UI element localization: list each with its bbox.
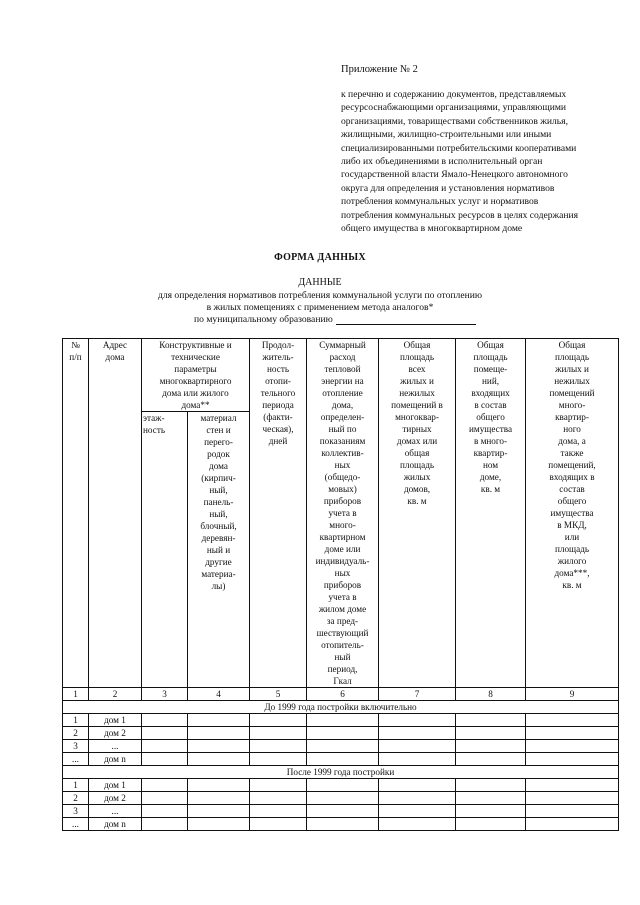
intro-line: общего имущества в многоквартирном доме — [341, 223, 523, 235]
empty-cell[interactable] — [250, 792, 307, 805]
header-line: ный по — [328, 424, 357, 434]
header-line: входящих в — [549, 472, 595, 482]
column-number: 9 — [526, 688, 619, 701]
empty-cell[interactable] — [379, 779, 456, 792]
empty-cell[interactable] — [188, 805, 250, 818]
header-line: ность — [267, 364, 290, 374]
header-line: Гкал — [333, 676, 352, 686]
empty-cell[interactable] — [379, 792, 456, 805]
header-line: (общедо- — [324, 472, 361, 482]
column-number: 3 — [142, 688, 188, 701]
empty-cell[interactable] — [307, 753, 379, 766]
intro-line: специализированными потребительскими кооперативами — [341, 142, 577, 154]
empty-cell[interactable] — [456, 714, 526, 727]
empty-cell[interactable] — [307, 818, 379, 831]
empty-cell[interactable] — [379, 727, 456, 740]
header-living-area — [526, 339, 619, 688]
header-line: жилого — [557, 556, 587, 566]
header-line: домах или — [396, 436, 438, 446]
intro-line: округа для определения и установления нормативов — [341, 182, 555, 194]
header-line: площадь — [399, 352, 435, 362]
section-header-row — [63, 701, 619, 714]
header-heat-consumption — [307, 339, 379, 688]
column-numbers-row — [63, 688, 619, 701]
empty-cell[interactable] — [379, 740, 456, 753]
header-line: дома — [105, 352, 125, 362]
column-number: 8 — [456, 688, 526, 701]
header-line: показаниям — [319, 436, 366, 446]
header-line: в состав — [474, 400, 507, 410]
header-line: другие — [205, 557, 232, 567]
header-line: лы) — [211, 581, 226, 591]
header-line: квартирном — [319, 532, 366, 542]
empty-cell[interactable] — [142, 740, 188, 753]
header-line: Конструктивные и — [159, 340, 232, 350]
intro-line: организациями, товариществами собственников жилья, — [341, 115, 568, 127]
header-line: ность — [143, 425, 166, 435]
empty-cell[interactable] — [307, 727, 379, 740]
table-row — [63, 792, 619, 805]
empty-cell[interactable] — [456, 805, 526, 818]
header-line: площадь — [473, 352, 508, 362]
section-title: До 1999 года постройки включительно — [63, 701, 619, 714]
header-line: приборов — [323, 580, 362, 590]
header-line: этаж- — [143, 413, 165, 423]
header-line: ный, — [209, 509, 228, 519]
section-header-row — [63, 766, 619, 779]
header-row-1 — [63, 339, 619, 412]
empty-cell[interactable] — [456, 792, 526, 805]
header-line: помещений, — [548, 460, 596, 470]
header-line: расход — [329, 352, 356, 362]
row-address: дом 1 — [89, 714, 142, 727]
column-number: 2 — [89, 688, 142, 701]
header-line: Адрес — [102, 340, 128, 350]
intro-line: к перечню и содержанию документов, представляемых — [341, 89, 567, 100]
appendix-number: Приложение № 2 — [341, 64, 418, 75]
header-line: квартир- — [473, 448, 508, 458]
header-line: или — [564, 532, 580, 542]
empty-cell[interactable] — [250, 714, 307, 727]
empty-cell[interactable] — [526, 779, 619, 792]
header-line: мовых) — [328, 484, 357, 494]
header-line: площадь — [554, 544, 590, 554]
empty-cell[interactable] — [307, 805, 379, 818]
form-title: ФОРМА ДАННЫХ — [274, 252, 366, 263]
header-line: отопи- — [265, 376, 291, 386]
header-line: технические — [171, 352, 220, 362]
intro-line: потребления коммунальных услуг и нормативов — [341, 196, 539, 208]
empty-cell[interactable] — [142, 779, 188, 792]
empty-cell[interactable] — [142, 805, 188, 818]
header-line: входящих — [471, 388, 510, 398]
row-number: 1 — [63, 714, 89, 727]
header-line: нежилых — [399, 388, 435, 398]
header-line: параметры — [174, 364, 217, 374]
empty-cell[interactable] — [456, 740, 526, 753]
header-line: общая — [404, 448, 430, 458]
intro-line: жилищными, жилищно-строительными или иными — [341, 129, 552, 141]
section-title: После 1999 года постройки — [63, 766, 619, 779]
header-line: помещений — [549, 388, 595, 398]
header-line: (факти- — [263, 412, 293, 422]
header-line: помещений в — [391, 400, 443, 410]
empty-cell[interactable] — [379, 753, 456, 766]
empty-cell[interactable] — [456, 727, 526, 740]
empty-cell[interactable] — [307, 714, 379, 727]
empty-cell[interactable] — [526, 805, 619, 818]
header-line: индивидуаль- — [315, 556, 370, 566]
header-line: период, — [327, 664, 358, 674]
empty-cell[interactable] — [456, 753, 526, 766]
empty-cell[interactable] — [142, 714, 188, 727]
empty-cell[interactable] — [188, 818, 250, 831]
empty-cell[interactable] — [188, 753, 250, 766]
table-row — [63, 753, 619, 766]
header-line: помеще- — [473, 364, 508, 374]
header-common-area — [456, 339, 526, 688]
header-wall-material — [188, 412, 250, 688]
appendix-description — [341, 88, 613, 235]
header-line: общего — [476, 412, 505, 422]
header-line: многоквар- — [395, 412, 439, 422]
header-line: дома — [209, 461, 228, 471]
header-line: учета в — [328, 508, 357, 518]
row-address: ... — [89, 740, 142, 753]
empty-cell[interactable] — [250, 805, 307, 818]
empty-cell[interactable] — [142, 727, 188, 740]
header-line: шествующий — [316, 628, 369, 638]
header-line: квартир- — [555, 412, 589, 422]
header-line: жилых и — [555, 364, 589, 374]
empty-cell[interactable] — [250, 740, 307, 753]
header-line: определен- — [320, 412, 365, 422]
header-line: отопление — [322, 388, 363, 398]
empty-cell[interactable] — [526, 818, 619, 831]
empty-cell[interactable] — [307, 740, 379, 753]
header-line: доме, — [479, 472, 502, 482]
municipality-line — [194, 314, 476, 325]
header-line: коллектив- — [321, 448, 364, 458]
header-line: в МКД, — [557, 520, 587, 530]
header-line: энергии на — [321, 376, 364, 386]
empty-cell[interactable] — [379, 818, 456, 831]
empty-cell[interactable] — [379, 805, 456, 818]
header-line: имущества — [468, 424, 513, 434]
header-line: ный — [334, 652, 351, 662]
header-line: ных — [334, 460, 351, 470]
header-line: кв. м — [562, 580, 582, 590]
subtitle-line: для определения нормативов потребления коммунальной услуги по отоплению — [157, 290, 483, 301]
header-line: в много- — [473, 436, 508, 446]
header-line: ческая), — [262, 424, 294, 434]
municipality-blank-field[interactable] — [336, 314, 476, 325]
empty-cell[interactable] — [526, 792, 619, 805]
header-line: жилых и — [400, 376, 434, 386]
table-row — [63, 740, 619, 753]
row-number: 3 — [63, 740, 89, 753]
empty-cell[interactable] — [526, 727, 619, 740]
header-line: учета в — [328, 592, 357, 602]
row-number: 3 — [63, 805, 89, 818]
intro-line: государственной власти Ямало-Ненецкого автономного — [341, 169, 568, 181]
subtitle-line: в жилых помещениях с применением метода аналогов* — [206, 302, 434, 314]
header-line: деревян- — [201, 533, 236, 543]
header-line: тирных — [402, 424, 432, 434]
header-line: ный, — [209, 485, 228, 495]
table-row — [63, 714, 619, 727]
header-line: жилых — [403, 472, 431, 482]
table-row — [63, 779, 619, 792]
row-address: дом 2 — [89, 792, 142, 805]
header-line: ном — [482, 460, 499, 470]
header-line: Общая — [403, 340, 431, 350]
row-address: дом 2 — [89, 727, 142, 740]
header-line: кв. м — [407, 496, 427, 506]
header-line: (кирпич- — [201, 473, 236, 483]
intro-line: потребления коммунальных ресурсов в целях содержания — [341, 209, 579, 221]
header-line: площадь — [399, 460, 435, 470]
header-line: ний, — [481, 376, 500, 386]
empty-cell[interactable] — [526, 740, 619, 753]
empty-cell[interactable] — [307, 792, 379, 805]
empty-cell[interactable] — [142, 792, 188, 805]
column-number: 4 — [188, 688, 250, 701]
header-line: стен и — [206, 425, 231, 435]
header-line: нежилых — [554, 376, 590, 386]
header-line: ный и — [206, 545, 231, 555]
data-subtitle — [0, 290, 640, 314]
header-line: многоквартирного — [159, 376, 232, 386]
data-title: ДАННЫЕ — [298, 277, 342, 288]
header-line: № — [71, 340, 80, 350]
intro-line: либо их объединениями в исполнительный орган — [341, 156, 543, 168]
header-line: Общая — [558, 340, 586, 350]
empty-cell[interactable] — [142, 753, 188, 766]
header-line: дома***, — [554, 568, 590, 578]
header-line: общего — [557, 496, 587, 506]
header-line: тельного — [260, 388, 296, 398]
empty-cell[interactable] — [456, 818, 526, 831]
table-row — [63, 805, 619, 818]
header-line: Продол- — [261, 340, 295, 350]
header-line: дома, а — [558, 436, 586, 446]
header-line: материал — [200, 413, 237, 423]
column-number: 1 — [63, 688, 89, 701]
header-line: ного — [563, 424, 581, 434]
header-line: ных — [334, 568, 351, 578]
header-address — [89, 339, 142, 688]
empty-cell[interactable] — [250, 779, 307, 792]
header-line: дней — [268, 436, 288, 446]
header-line: дома, — [331, 400, 354, 410]
header-line: Суммарный — [319, 340, 366, 350]
empty-cell[interactable] — [526, 714, 619, 727]
header-line: Общая — [477, 340, 504, 350]
row-number: ... — [63, 818, 89, 831]
header-line: материа- — [201, 569, 236, 579]
header-total-area — [379, 339, 456, 688]
header-line: житель- — [262, 352, 294, 362]
row-address: дом n — [89, 753, 142, 766]
header-line: также — [560, 448, 584, 458]
row-address: ... — [89, 805, 142, 818]
header-line: блочный, — [200, 521, 237, 531]
header-line: всех — [408, 364, 426, 374]
header-heating-period — [250, 339, 307, 688]
row-address: дом n — [89, 818, 142, 831]
header-line: п/п — [69, 352, 82, 362]
empty-cell[interactable] — [250, 818, 307, 831]
empty-cell[interactable] — [188, 740, 250, 753]
empty-cell[interactable] — [456, 779, 526, 792]
table-row — [63, 727, 619, 740]
header-line: доме или — [324, 544, 361, 554]
intro-line: ресурсоснабжающими организациями, управляющими — [341, 102, 567, 114]
empty-cell[interactable] — [142, 818, 188, 831]
header-line: приборов — [323, 496, 362, 506]
column-number: 5 — [250, 688, 307, 701]
header-line: тепловой — [324, 364, 361, 374]
row-number: 1 — [63, 779, 89, 792]
data-form-table — [62, 338, 619, 831]
row-number: ... — [63, 753, 89, 766]
header-line: периода — [262, 400, 294, 410]
header-line: дома или жилого — [162, 388, 229, 398]
empty-cell[interactable] — [188, 714, 250, 727]
column-number: 6 — [307, 688, 379, 701]
header-line: имущества — [550, 508, 594, 518]
empty-cell[interactable] — [307, 779, 379, 792]
header-line: отопитель- — [321, 640, 364, 650]
header-line: перего- — [204, 437, 233, 447]
header-line: родок — [207, 449, 230, 459]
table-row — [63, 818, 619, 831]
header-line: за пред- — [326, 616, 359, 626]
header-line: много- — [558, 400, 586, 410]
header-construction-params — [142, 339, 250, 412]
header-line: много- — [329, 520, 356, 530]
header-line: площадь — [554, 352, 590, 362]
row-address: дом 1 — [89, 779, 142, 792]
row-number: 2 — [63, 792, 89, 805]
column-number: 7 — [379, 688, 456, 701]
header-floors — [142, 412, 188, 688]
municipality-label: по муниципальному образованию — [194, 314, 333, 325]
header-line: дома** — [181, 400, 210, 410]
header-line: состав — [559, 484, 585, 494]
header-line: кв. м — [480, 484, 501, 494]
empty-cell[interactable] — [188, 779, 250, 792]
header-line: домов, — [403, 484, 431, 494]
empty-cell[interactable] — [526, 753, 619, 766]
empty-cell[interactable] — [250, 727, 307, 740]
header-line: жилом доме — [318, 604, 367, 614]
header-line: панель- — [203, 497, 234, 507]
empty-cell[interactable] — [379, 714, 456, 727]
empty-cell[interactable] — [188, 792, 250, 805]
row-number: 2 — [63, 727, 89, 740]
header-number — [63, 339, 89, 688]
empty-cell[interactable] — [188, 727, 250, 740]
empty-cell[interactable] — [250, 753, 307, 766]
